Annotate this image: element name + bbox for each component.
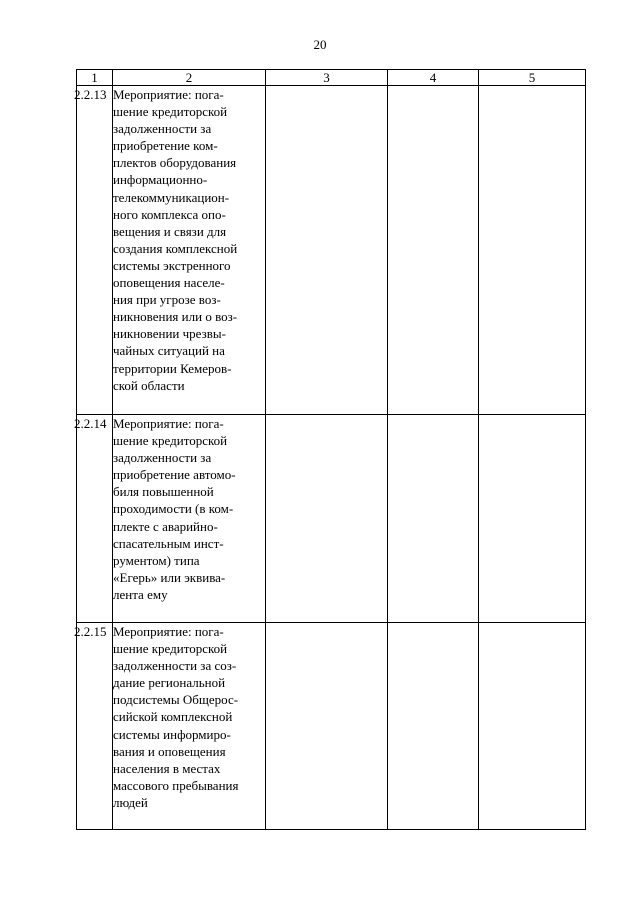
row-number: 2.2.14 — [77, 415, 113, 623]
table-row — [77, 86, 586, 415]
cell-col4 — [388, 623, 479, 830]
column-header-3: 3 — [266, 70, 388, 86]
column-header-5: 5 — [479, 70, 586, 86]
page-number: 20 — [313, 37, 327, 52]
measure-description: Мероприятие: пога- шение кредиторской задолженности за приобретение ком- плектов оборудования информационно- телекоммуникацион- ного комплекса опо- вещения и связи для создания комплексной системы экстренного оповещения населе- ния при угрозе воз- никновения или о воз- никновении чрезвы- чайных ситуаций на территории Кемеров- ской области — [113, 86, 266, 415]
measures-table — [76, 69, 586, 830]
column-header-1: 1 — [77, 70, 113, 86]
cell-col4 — [388, 86, 479, 415]
table-header-row — [77, 70, 586, 86]
cell-col5 — [479, 415, 586, 623]
cell-col4 — [388, 415, 479, 623]
column-header-4: 4 — [388, 70, 479, 86]
measure-description: Мероприятие: пога- шение кредиторской задолженности за соз- дание региональной подсистемы Общерос- сийской комплексной системы информиро- вания и оповещения населения в местах массового пребывания людей — [113, 623, 266, 830]
table-row — [77, 623, 586, 830]
cell-col3 — [266, 86, 388, 415]
measure-description: Мероприятие: пога- шение кредиторской задолженности за приобретение автомо- биля повышенной проходимости (в ком- плекте с аварийно- спасательным инст- рументом) типа «Егерь» или эквива- лента ему — [113, 415, 266, 623]
cell-col5 — [479, 623, 586, 830]
row-number: 2.2.13 — [77, 86, 113, 415]
table-row — [77, 415, 586, 623]
cell-col3 — [266, 623, 388, 830]
cell-col3 — [266, 415, 388, 623]
cell-col5 — [479, 86, 586, 415]
column-header-2: 2 — [113, 70, 266, 86]
row-number: 2.2.15 — [77, 623, 113, 830]
